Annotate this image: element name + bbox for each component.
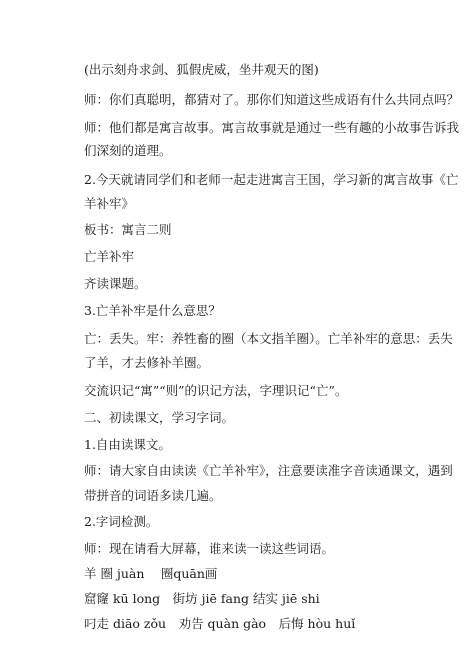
text-line: 板书：寓言二则: [84, 222, 172, 237]
text-line: 师：现在请看大屏幕，谁来读一读这些词语。: [84, 541, 335, 556]
text-line: 羊补牢》: [84, 196, 135, 211]
text-line: 交流识记“寓”“则”的识记方法，字理识记“亡”。: [84, 383, 348, 398]
text-line: 们深刻的道理。: [84, 143, 172, 158]
text-line: 亡：丢失。牢：养牲畜的圈（本文指羊圈）。亡羊补牢的意思：丢失: [84, 331, 453, 346]
text-line: 二、初读课文，学习字词。: [84, 410, 235, 425]
text-line: 3.亡羊补牢是什么意思？: [84, 303, 221, 318]
text-line: 了羊，才去修补羊圈。: [84, 355, 210, 370]
text-line: 2.字词检测。: [84, 514, 159, 529]
text-line: 羊 圈 juàn 圈quān画: [84, 566, 218, 581]
text-line: (出示刻舟求剑、狐假虎威，坐井观天的图): [84, 62, 319, 77]
text-line: 师：请大家自由读读《亡羊补牢》，注意要读准字音读通课文，遇到: [84, 463, 453, 478]
text-line: 2.今天就请同学们和老师一起走进寓言王国，学习新的寓言故事《亡: [84, 172, 459, 187]
text-line: 亡羊补牢: [84, 249, 135, 264]
text-line: 1.自由读课文。: [84, 437, 171, 452]
text-line: 窟窿 kū long 街坊 jiē fang 结实 jiē shi: [84, 591, 320, 606]
text-line: 叼走 diāo zǒu 劝告 quàn gào 后悔 hòu huǐ: [84, 616, 356, 631]
text-line: 师：他们都是寓言故事。寓言故事就是通过一些有趣的小故事告诉我: [84, 120, 460, 135]
text-line: 带拼音的词语多读几遍。: [84, 488, 222, 503]
text-line: 师：你们真聪明，都猜对了。那你们知道这些成语有什么共同点吗？: [84, 92, 460, 107]
text-line: 齐读课题。: [84, 276, 147, 291]
